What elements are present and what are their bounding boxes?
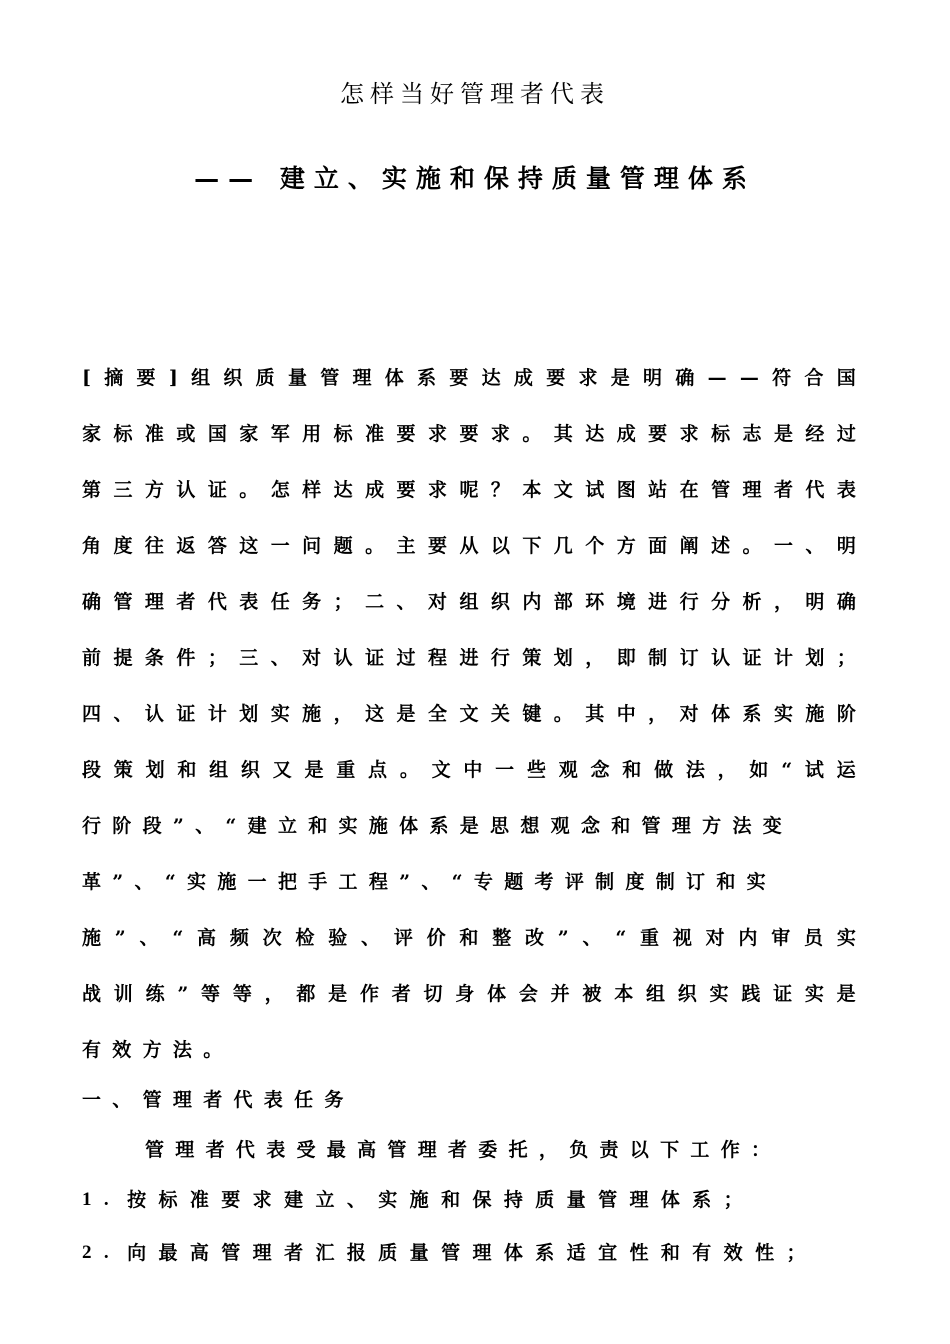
abstract-char: 观 <box>558 759 578 781</box>
abstract-char: 作 <box>359 983 379 1005</box>
abstract-char: 全 <box>427 703 447 725</box>
abstract-line <box>82 755 856 785</box>
abstract-char: 视 <box>672 927 692 949</box>
abstract-char: 国 <box>207 423 227 445</box>
abstract-char: 证 <box>742 647 762 669</box>
abstract-line <box>82 419 856 449</box>
abstract-char: 实 <box>804 983 824 1005</box>
abstract-char: 中 <box>463 759 483 781</box>
abstract-char: 、 <box>270 647 290 669</box>
abstract-char: 关 <box>490 703 510 725</box>
abstract-char: 符 <box>772 367 792 389</box>
abstract-char: 证 <box>176 703 196 725</box>
abstract-char: 织 <box>490 591 510 613</box>
abstract-char: 析 <box>742 591 762 613</box>
abstract-char: 体 <box>384 367 404 389</box>
abstract-char: 其 <box>585 703 605 725</box>
abstract-char: 对 <box>427 591 447 613</box>
abstract-char: 、 <box>805 535 825 557</box>
abstract-char: 要 <box>648 423 668 445</box>
abstract-char: 阶 <box>836 703 856 725</box>
abstract-char: 明 <box>805 591 825 613</box>
abstract-char: 文 <box>459 703 479 725</box>
abstract-char: 前 <box>82 647 102 669</box>
abstract-char: 内 <box>522 591 542 613</box>
abstract-char: 。 <box>365 535 385 557</box>
abstract-char: 求 <box>578 367 598 389</box>
abstract-char: 文 <box>431 759 451 781</box>
abstract-char: 以 <box>490 535 510 557</box>
abstract-char: 证 <box>773 983 793 1005</box>
abstract-char: ” <box>177 983 189 1005</box>
abstract-char: 检 <box>295 927 315 949</box>
abstract-char: 组 <box>459 591 479 613</box>
abstract-char: 试 <box>585 479 605 501</box>
abstract-char: 达 <box>481 367 501 389</box>
abstract-char: 认 <box>176 479 196 501</box>
abstract-char: 样 <box>302 479 322 501</box>
abstract-char: 合 <box>804 367 824 389</box>
abstract-char: 程 <box>427 647 447 669</box>
page-subtitle: —— 建立、实施和保持质量管理体系 <box>194 164 756 193</box>
abstract-char: 成 <box>513 367 533 389</box>
abstract-char: “ <box>781 759 793 781</box>
abstract-char: 做 <box>654 759 674 781</box>
abstract-char: 试 <box>804 759 824 781</box>
abstract-char: 进 <box>459 647 479 669</box>
abstract-char: 四 <box>82 703 102 725</box>
abstract-char: 划 <box>145 759 165 781</box>
abstract-char: 、 <box>582 927 602 949</box>
abstract-char: 这 <box>365 703 385 725</box>
abstract-char: 要 <box>136 367 156 389</box>
abstract-char: 这 <box>239 535 259 557</box>
abstract-line <box>82 475 856 505</box>
abstract-char: 者 <box>391 983 411 1005</box>
abstract-char: 验 <box>328 927 348 949</box>
abstract-char: ， <box>333 703 353 725</box>
abstract-char: ； <box>836 647 856 669</box>
abstract-char: 管 <box>113 591 133 613</box>
abstract-char: 重 <box>640 927 660 949</box>
abstract-char: 求 <box>427 423 447 445</box>
abstract-char: ， <box>773 591 793 613</box>
abstract-char: 军 <box>270 423 290 445</box>
abstract-char: 者 <box>773 479 793 501</box>
abstract-line <box>82 699 856 729</box>
abstract-char: 内 <box>738 927 758 949</box>
abstract-char: 述 <box>711 535 731 557</box>
abstract-char: 几 <box>553 535 573 557</box>
abstract-char: 本 <box>614 983 634 1005</box>
abstract-char: 代 <box>805 479 825 501</box>
abstract-char: [ <box>82 367 91 389</box>
abstract-char: 实 <box>836 927 856 949</box>
abstract-char: 第 <box>82 479 102 501</box>
abstract-char: 境 <box>616 591 636 613</box>
abstract-char: 系 <box>417 367 437 389</box>
abstract-char: ？ <box>490 479 510 501</box>
abstract-char: 又 <box>272 759 292 781</box>
abstract-char: 要 <box>396 479 416 501</box>
abstract-char: 过 <box>396 647 416 669</box>
list-item-number: 1. <box>82 1189 122 1210</box>
abstract-char: 条 <box>144 647 164 669</box>
abstract-char: 制 <box>648 647 668 669</box>
abstract-char: 成 <box>365 479 385 501</box>
abstract-char: 策 <box>113 759 133 781</box>
abstract-char: 施 <box>82 927 102 949</box>
abstract-char: 主 <box>396 535 416 557</box>
abstract-line <box>82 363 856 393</box>
abstract-char: ； <box>333 591 353 613</box>
abstract-char: 体 <box>487 983 507 1005</box>
abstract-char: 。 <box>522 423 542 445</box>
abstract-char: — <box>739 367 759 389</box>
abstract-char: 理 <box>352 367 372 389</box>
abstract-char: 面 <box>648 535 668 557</box>
abstract-char: 和 <box>622 759 642 781</box>
abstract-char: 些 <box>526 759 546 781</box>
abstract-char: 划 <box>239 703 259 725</box>
abstract-char: 重 <box>336 759 356 781</box>
abstract-char: 实 <box>709 983 729 1005</box>
abstract-char: 证 <box>365 647 385 669</box>
abstract-char: 求 <box>490 423 510 445</box>
abstract-char: 要 <box>449 367 469 389</box>
abstract-char: 是 <box>396 703 416 725</box>
abstract-char: 频 <box>229 927 249 949</box>
abstract-char: ， <box>648 703 668 725</box>
abstract-char: 组 <box>645 983 665 1005</box>
abstract-char: 认 <box>333 647 353 669</box>
abstract-char: 个 <box>585 535 605 557</box>
abstract-char: 即 <box>616 647 636 669</box>
abstract-char: 员 <box>804 927 824 949</box>
abstract-char: 者 <box>176 591 196 613</box>
abstract-char: 经 <box>805 423 825 445</box>
abstract-char: 练 <box>145 983 165 1005</box>
abstract-char: ” <box>114 927 126 949</box>
abstract-char: ] <box>168 367 178 389</box>
abstract-char: 组 <box>209 759 229 781</box>
abstract-char: 施 <box>302 703 322 725</box>
abstract-char: 和 <box>177 759 197 781</box>
abstract-char: 站 <box>648 479 668 501</box>
abstract-char: 价 <box>426 927 446 949</box>
abstract-char: 体 <box>711 703 731 725</box>
abstract-char: 方 <box>616 535 636 557</box>
abstract-char: 标 <box>333 423 353 445</box>
list-item-number: 2. <box>82 1242 122 1263</box>
abstract-char: 等 <box>201 983 221 1005</box>
page-title: 怎样当好管理者代表 <box>340 80 610 108</box>
abstract-char: 返 <box>176 535 196 557</box>
abstract-char: 整 <box>492 927 512 949</box>
abstract-char: 点 <box>368 759 388 781</box>
abstract-char: 代 <box>207 591 227 613</box>
abstract-char: 。 <box>399 759 419 781</box>
abstract-char: 件 <box>176 647 196 669</box>
abstract-char: 都 <box>296 983 316 1005</box>
abstract-char: 等 <box>232 983 252 1005</box>
abstract-char: 准 <box>365 423 385 445</box>
abstract-char: 训 <box>113 983 133 1005</box>
abstract-char: 践 <box>741 983 761 1005</box>
abstract-char: 下 <box>522 535 542 557</box>
abstract-line: 有效方法。 <box>82 1039 234 1061</box>
abstract-char: 求 <box>427 479 447 501</box>
abstract-char: 对 <box>679 703 699 725</box>
abstract-char: 志 <box>742 423 762 445</box>
abstract-char: 本 <box>522 479 542 501</box>
abstract-char: 进 <box>648 591 668 613</box>
abstract-char: 。 <box>553 703 573 725</box>
abstract-line <box>82 923 856 953</box>
abstract-char: 呢 <box>459 479 479 501</box>
abstract-char: 家 <box>239 423 259 445</box>
abstract-char: 键 <box>522 703 542 725</box>
abstract-char: 是 <box>610 367 630 389</box>
abstract-char: 实 <box>773 703 793 725</box>
abstract-char: 、 <box>113 703 133 725</box>
abstract-char: 管 <box>320 367 340 389</box>
abstract-char: 、 <box>361 927 381 949</box>
abstract-char: “ <box>615 927 627 949</box>
abstract-char: 角 <box>82 535 102 557</box>
abstract-char: 要 <box>427 535 447 557</box>
abstract-char: 法 <box>685 759 705 781</box>
abstract-char: 管 <box>711 479 731 501</box>
abstract-char: 确 <box>836 591 856 613</box>
abstract-char: 运 <box>836 759 856 781</box>
abstract-char: 被 <box>582 983 602 1005</box>
list-item-text: 按标准要求建立、实施和保持质量管理体系； <box>127 1189 756 1211</box>
abstract-char: 证 <box>207 479 227 501</box>
abstract-char: 分 <box>711 591 731 613</box>
abstract-char: 度 <box>113 535 133 557</box>
abstract-line: 行阶段”、“建立和实施体系是思想观念和管理方法变 <box>82 815 794 837</box>
abstract-char: 三 <box>239 647 259 669</box>
abstract-char: 认 <box>711 647 731 669</box>
abstract-char: 战 <box>82 983 102 1005</box>
abstract-char: 、 <box>139 927 159 949</box>
abstract-line <box>82 531 856 561</box>
abstract-char: 在 <box>679 479 699 501</box>
abstract-char: 标 <box>113 423 133 445</box>
abstract-char: 评 <box>393 927 413 949</box>
abstract-char: 准 <box>144 423 164 445</box>
abstract-char: 和 <box>459 927 479 949</box>
abstract-char: 国 <box>836 367 856 389</box>
abstract-char: 、 <box>396 591 416 613</box>
abstract-char: 计 <box>773 647 793 669</box>
abstract-char: 确 <box>675 367 695 389</box>
abstract-char: 阐 <box>679 535 699 557</box>
abstract-char: 系 <box>742 703 762 725</box>
abstract-char: 身 <box>455 983 475 1005</box>
abstract-line <box>82 643 856 673</box>
abstract-char: 如 <box>749 759 769 781</box>
abstract-char: 理 <box>144 591 164 613</box>
abstract-char: 高 <box>197 927 217 949</box>
abstract-char: 划 <box>805 647 825 669</box>
abstract-char: 质 <box>255 367 275 389</box>
abstract-char: 其 <box>553 423 573 445</box>
abstract-char: 明 <box>643 367 663 389</box>
abstract-char: 成 <box>616 423 636 445</box>
abstract-char: ， <box>264 983 284 1005</box>
abstract-char: 切 <box>423 983 443 1005</box>
abstract-char: 是 <box>328 983 348 1005</box>
abstract-char: 施 <box>805 703 825 725</box>
abstract-char: 摘 <box>104 367 124 389</box>
abstract-char: 念 <box>590 759 610 781</box>
abstract-char: 对 <box>705 927 725 949</box>
abstract-char: 。 <box>742 535 762 557</box>
abstract-char: 标 <box>711 423 731 445</box>
abstract-char: 表 <box>836 479 856 501</box>
section-intro: 管理者代表受最高管理者委托，负责以下工作： <box>145 1139 782 1161</box>
abstract-char: 认 <box>144 703 164 725</box>
abstract-char: 一 <box>773 535 793 557</box>
abstract-char: 理 <box>742 479 762 501</box>
abstract-char: 求 <box>679 423 699 445</box>
abstract-char: 文 <box>553 479 573 501</box>
abstract-char: 划 <box>553 647 573 669</box>
abstract-char: 中 <box>616 703 636 725</box>
abstract-char: 行 <box>679 591 699 613</box>
abstract-char: 会 <box>518 983 538 1005</box>
abstract-char: 家 <box>82 423 102 445</box>
abstract-char: 次 <box>262 927 282 949</box>
abstract-char: 一 <box>495 759 515 781</box>
abstract-char: 要 <box>546 367 566 389</box>
abstract-char: 环 <box>585 591 605 613</box>
abstract-char: 要 <box>459 423 479 445</box>
abstract-char: 是 <box>304 759 324 781</box>
abstract-char: 审 <box>771 927 791 949</box>
abstract-char: 图 <box>616 479 636 501</box>
abstract-char: 量 <box>287 367 307 389</box>
abstract-char: — <box>707 367 727 389</box>
abstract-char: 组 <box>191 367 211 389</box>
abstract-char: 答 <box>207 535 227 557</box>
abstract-char: 织 <box>240 759 260 781</box>
abstract-char: 实 <box>270 703 290 725</box>
abstract-char: 达 <box>333 479 353 501</box>
abstract-char: 务 <box>302 591 322 613</box>
abstract-char: 是 <box>773 423 793 445</box>
abstract-char: 并 <box>550 983 570 1005</box>
abstract-char: 织 <box>223 367 243 389</box>
abstract-char: 往 <box>144 535 164 557</box>
abstract-char: 任 <box>270 591 290 613</box>
abstract-char: 改 <box>525 927 545 949</box>
abstract-char: 是 <box>836 983 856 1005</box>
abstract-char: ” <box>557 927 569 949</box>
abstract-line: 革”、“实施一把手工程”、“专题考评制度制订和实 <box>82 871 777 893</box>
abstract-char: 明 <box>836 535 856 557</box>
abstract-char: 用 <box>302 423 322 445</box>
abstract-char: 一 <box>270 535 290 557</box>
abstract-char: 问 <box>302 535 322 557</box>
abstract-char: 三 <box>113 479 133 501</box>
abstract-char: 。 <box>239 479 259 501</box>
abstract-char: ； <box>207 647 227 669</box>
abstract-char: 从 <box>459 535 479 557</box>
abstract-char: 行 <box>490 647 510 669</box>
abstract-char: 提 <box>113 647 133 669</box>
abstract-char: 要 <box>396 423 416 445</box>
abstract-char: 达 <box>585 423 605 445</box>
abstract-char: 题 <box>333 535 353 557</box>
abstract-char: ， <box>585 647 605 669</box>
abstract-char: 对 <box>302 647 322 669</box>
abstract-char: 过 <box>836 423 856 445</box>
abstract-char: 段 <box>82 759 102 781</box>
section-heading: 一、管理者代表任务 <box>82 1089 355 1111</box>
abstract-char: 织 <box>677 983 697 1005</box>
abstract-char: 计 <box>207 703 227 725</box>
abstract-char: 二 <box>365 591 385 613</box>
abstract-char: 策 <box>522 647 542 669</box>
list-item-text: 向最高管理者汇报质量管理体系适宜性和有效性； <box>127 1242 818 1264</box>
abstract-line <box>82 979 856 1009</box>
abstract-char: ， <box>717 759 737 781</box>
abstract-char: 表 <box>239 591 259 613</box>
abstract-char: 部 <box>553 591 573 613</box>
abstract-char: 怎 <box>270 479 290 501</box>
abstract-char: 确 <box>82 591 102 613</box>
abstract-char: 或 <box>176 423 196 445</box>
abstract-line <box>82 587 856 617</box>
list-item <box>82 1238 856 1268</box>
list-item <box>82 1185 856 1215</box>
abstract-char: 订 <box>679 647 699 669</box>
abstract-char: “ <box>172 927 184 949</box>
abstract-char: 方 <box>144 479 164 501</box>
